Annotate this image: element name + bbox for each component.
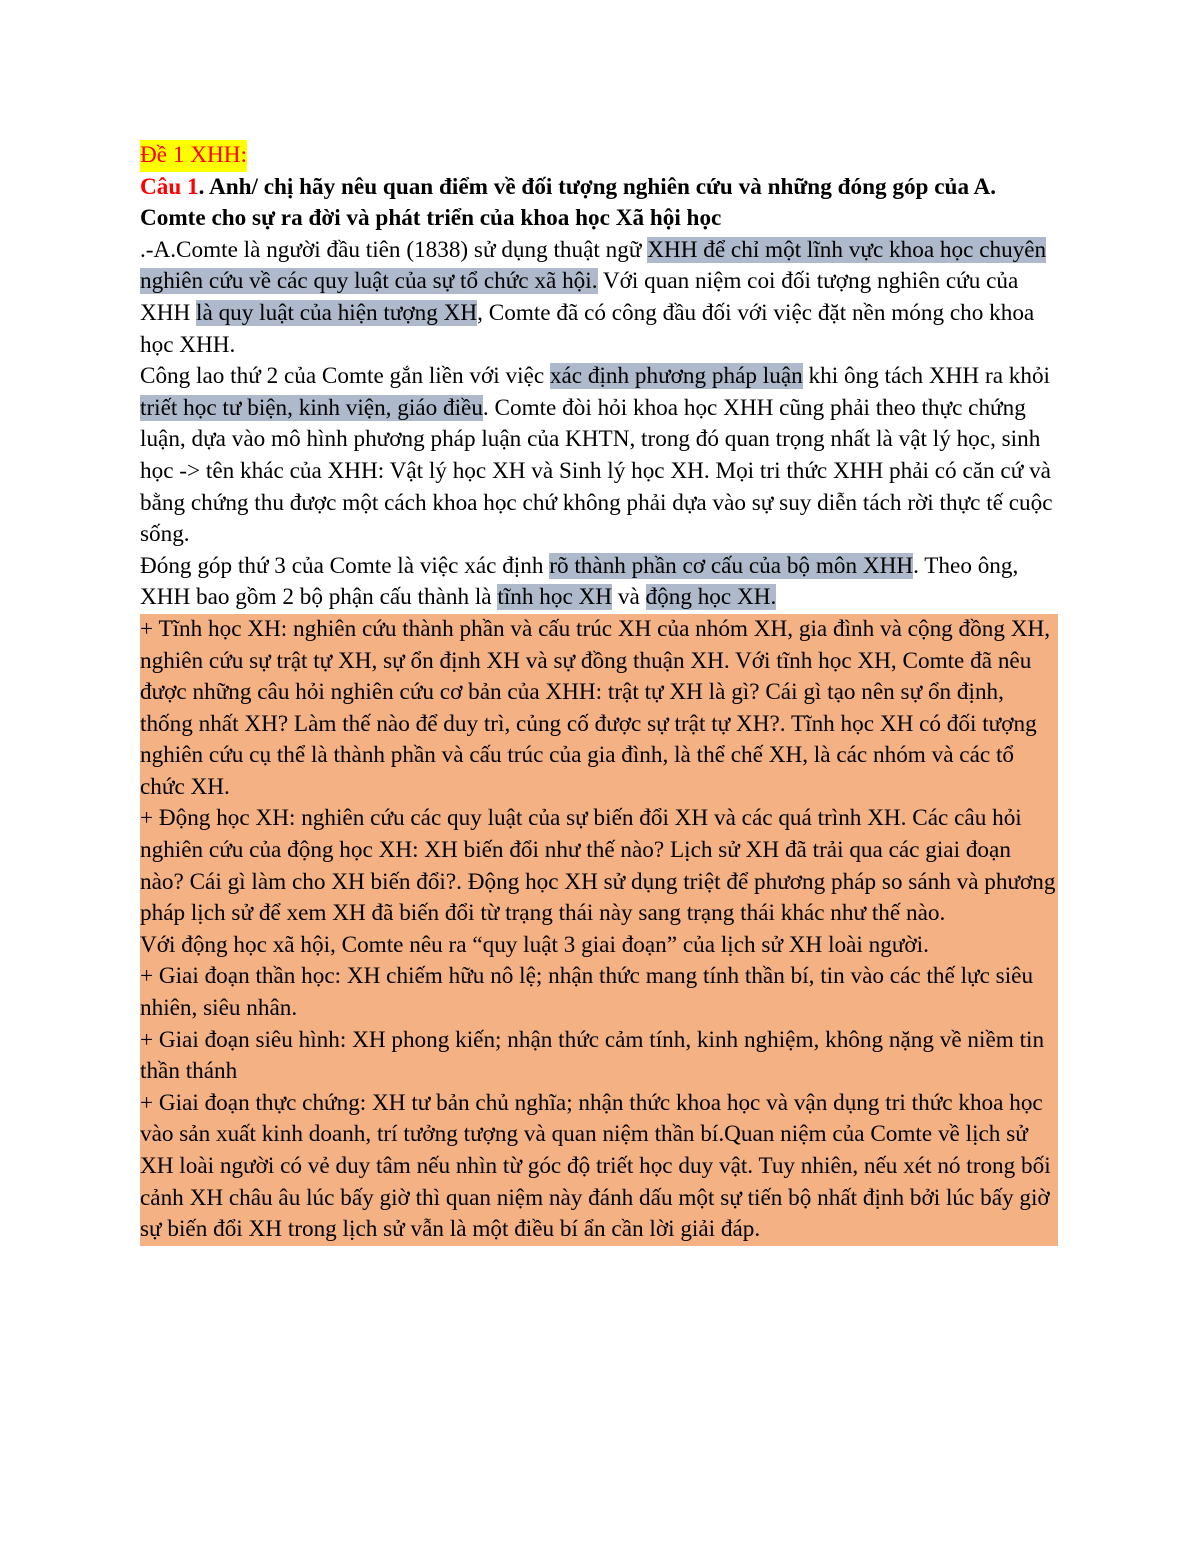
text-span: Đóng góp thứ 3 của Comte là việc xác định <box>140 552 550 579</box>
orange-paragraph: + Giai đoạn siêu hình: XH phong kiến; nhận thức cảm tính, kinh nghiệm, không nặng về niềm tin thần thánh <box>140 1026 1045 1085</box>
text-span: . Comte đòi hỏi khoa học XHH cũng phải theo thực chứng luận, dựa vào mô hình phương pháp luận của KHTN, trong đó quan trọng nhất là vật lý học, sinh học -> tên khác của XHH: Vật lý học XH và Sinh lý học XH. Mọi tri thức XHH phải có căn cứ và bằng chứng thu được một cách khoa học chứ không phải dựa vào sự suy diễn tách rời thực tế cuộc sống. <box>140 394 1053 548</box>
paragraph-2 <box>140 361 1058 551</box>
orange-paragraph: + Giai đoạn thực chứng: XH tư bản chủ nghĩa; nhận thức khoa học và vận dụng tri thức khoa học vào sản xuất kinh doanh, trí tưởng tượng và quan niệm thần bí.Quan niệm của Comte về lịch sử XH loài người có vẻ duy tâm nếu nhìn từ góc độ triết học duy vật. Tuy nhiên, nếu xét nó trong bối cảnh XH châu âu lúc bấy giờ thì quan niệm này đánh dấu một sự tiến bộ nhất định bởi lúc bấy giờ sự biến đổi XH trong lịch sử vẫn là một điều bí ẩn cần lời giải đáp. <box>140 1089 1051 1243</box>
highlight: là quy luật của hiện tượng XH <box>196 299 478 326</box>
orange-paragraph: + Giai đoạn thần học: XH chiếm hữu nô lệ; nhận thức mang tính thần bí, tin vào các thế lực siêu nhiên, siêu nhân. <box>140 963 1034 1022</box>
text-span: và <box>612 584 646 611</box>
highlight: động học XH. <box>645 584 777 611</box>
text-span: Với quan niệm coi đối tượng nghiên cứu của XHH <box>140 268 1019 326</box>
highlight: tĩnh học XH <box>497 584 613 611</box>
highlight: triết học tư biện, kinh viện, giáo điều <box>140 394 483 421</box>
orange-paragraph: + Động học XH: nghiên cứu các quy luật của sự biến đổi XH và các quá trình XH. Các câu hỏi nghiên cứu của động học XH: XH biến đổi như thế nào? Lịch sử XH đã trải qua các giai đoạn nào? Cái gì làm cho XH biến đổi?. Động học XH sử dụng triệt để phương pháp so sánh và phương pháp lịch sử để xem XH đã biến đổi từ trạng thái này sang trạng thái khác như thế nào. <box>140 805 1056 927</box>
text-span: khi ông tách XHH ra khỏi <box>802 363 1051 390</box>
paragraph-3 <box>140 551 1058 614</box>
highlight: rõ thành phần cơ cấu của bộ môn XHH <box>549 552 914 579</box>
highlight: xác định phương pháp luận <box>549 363 803 390</box>
text-span: .-A.Comte là người đầu tiên (1838) sử dụng thuật ngữ <box>140 236 648 263</box>
orange-paragraph: + Tĩnh học XH: nghiên cứu thành phần và cấu trúc XH của nhóm XH, gia đình và cộng đồng XH, nghiên cứu sự trật tự XH, sự ổn định XH và sự đồng thuận XH. Với tĩnh học XH, Comte đã nêu được những câu hỏi nghiên cứu cơ bản của XHH: trật tự XH là gì? Cái gì tạo nên sự ổn định, thống nhất XH? Làm thế nào để duy trì, củng cố được sự trật tự XH?. Tĩnh học XH có đối tượng nghiên cứu cụ thể là thành phần và cấu trúc của gia đình, là thể chế XH, là các nhóm và các tổ chức XH. <box>140 615 1051 800</box>
text-span: , Comte đã có công đầu đối với việc đặt nền móng cho khoa học XHH. <box>140 299 1035 358</box>
heading-line <box>140 140 1058 172</box>
document-page <box>140 140 1058 1246</box>
highlight: XHH để chỉ một lĩnh vực khoa học chuyên nghiên cứu về các quy luật của sự tổ chức xã hội. <box>140 236 1047 295</box>
question-text: . Anh/ chị hãy nêu quan điểm về đối tượng nghiên cứu và những đóng góp của A. Comte cho sự ra đời và phát triển của khoa học Xã hội học <box>140 173 997 232</box>
orange-shaded-block <box>140 614 1058 1246</box>
text-span: Công lao thứ 2 của Comte gắn liền với việc <box>140 363 550 390</box>
question-number: Câu 1 <box>140 173 199 200</box>
question-title <box>140 172 1058 235</box>
text-span: . Theo ông, XHH bao gồm 2 bộ phận cấu thành là <box>140 552 1019 611</box>
paragraph-1 <box>140 235 1058 361</box>
exam-heading: Đề 1 XHH: <box>140 140 247 172</box>
orange-paragraph: Với động học xã hội, Comte nêu ra “quy luật 3 giai đoạn” của lịch sử XH loài người. <box>140 931 929 958</box>
